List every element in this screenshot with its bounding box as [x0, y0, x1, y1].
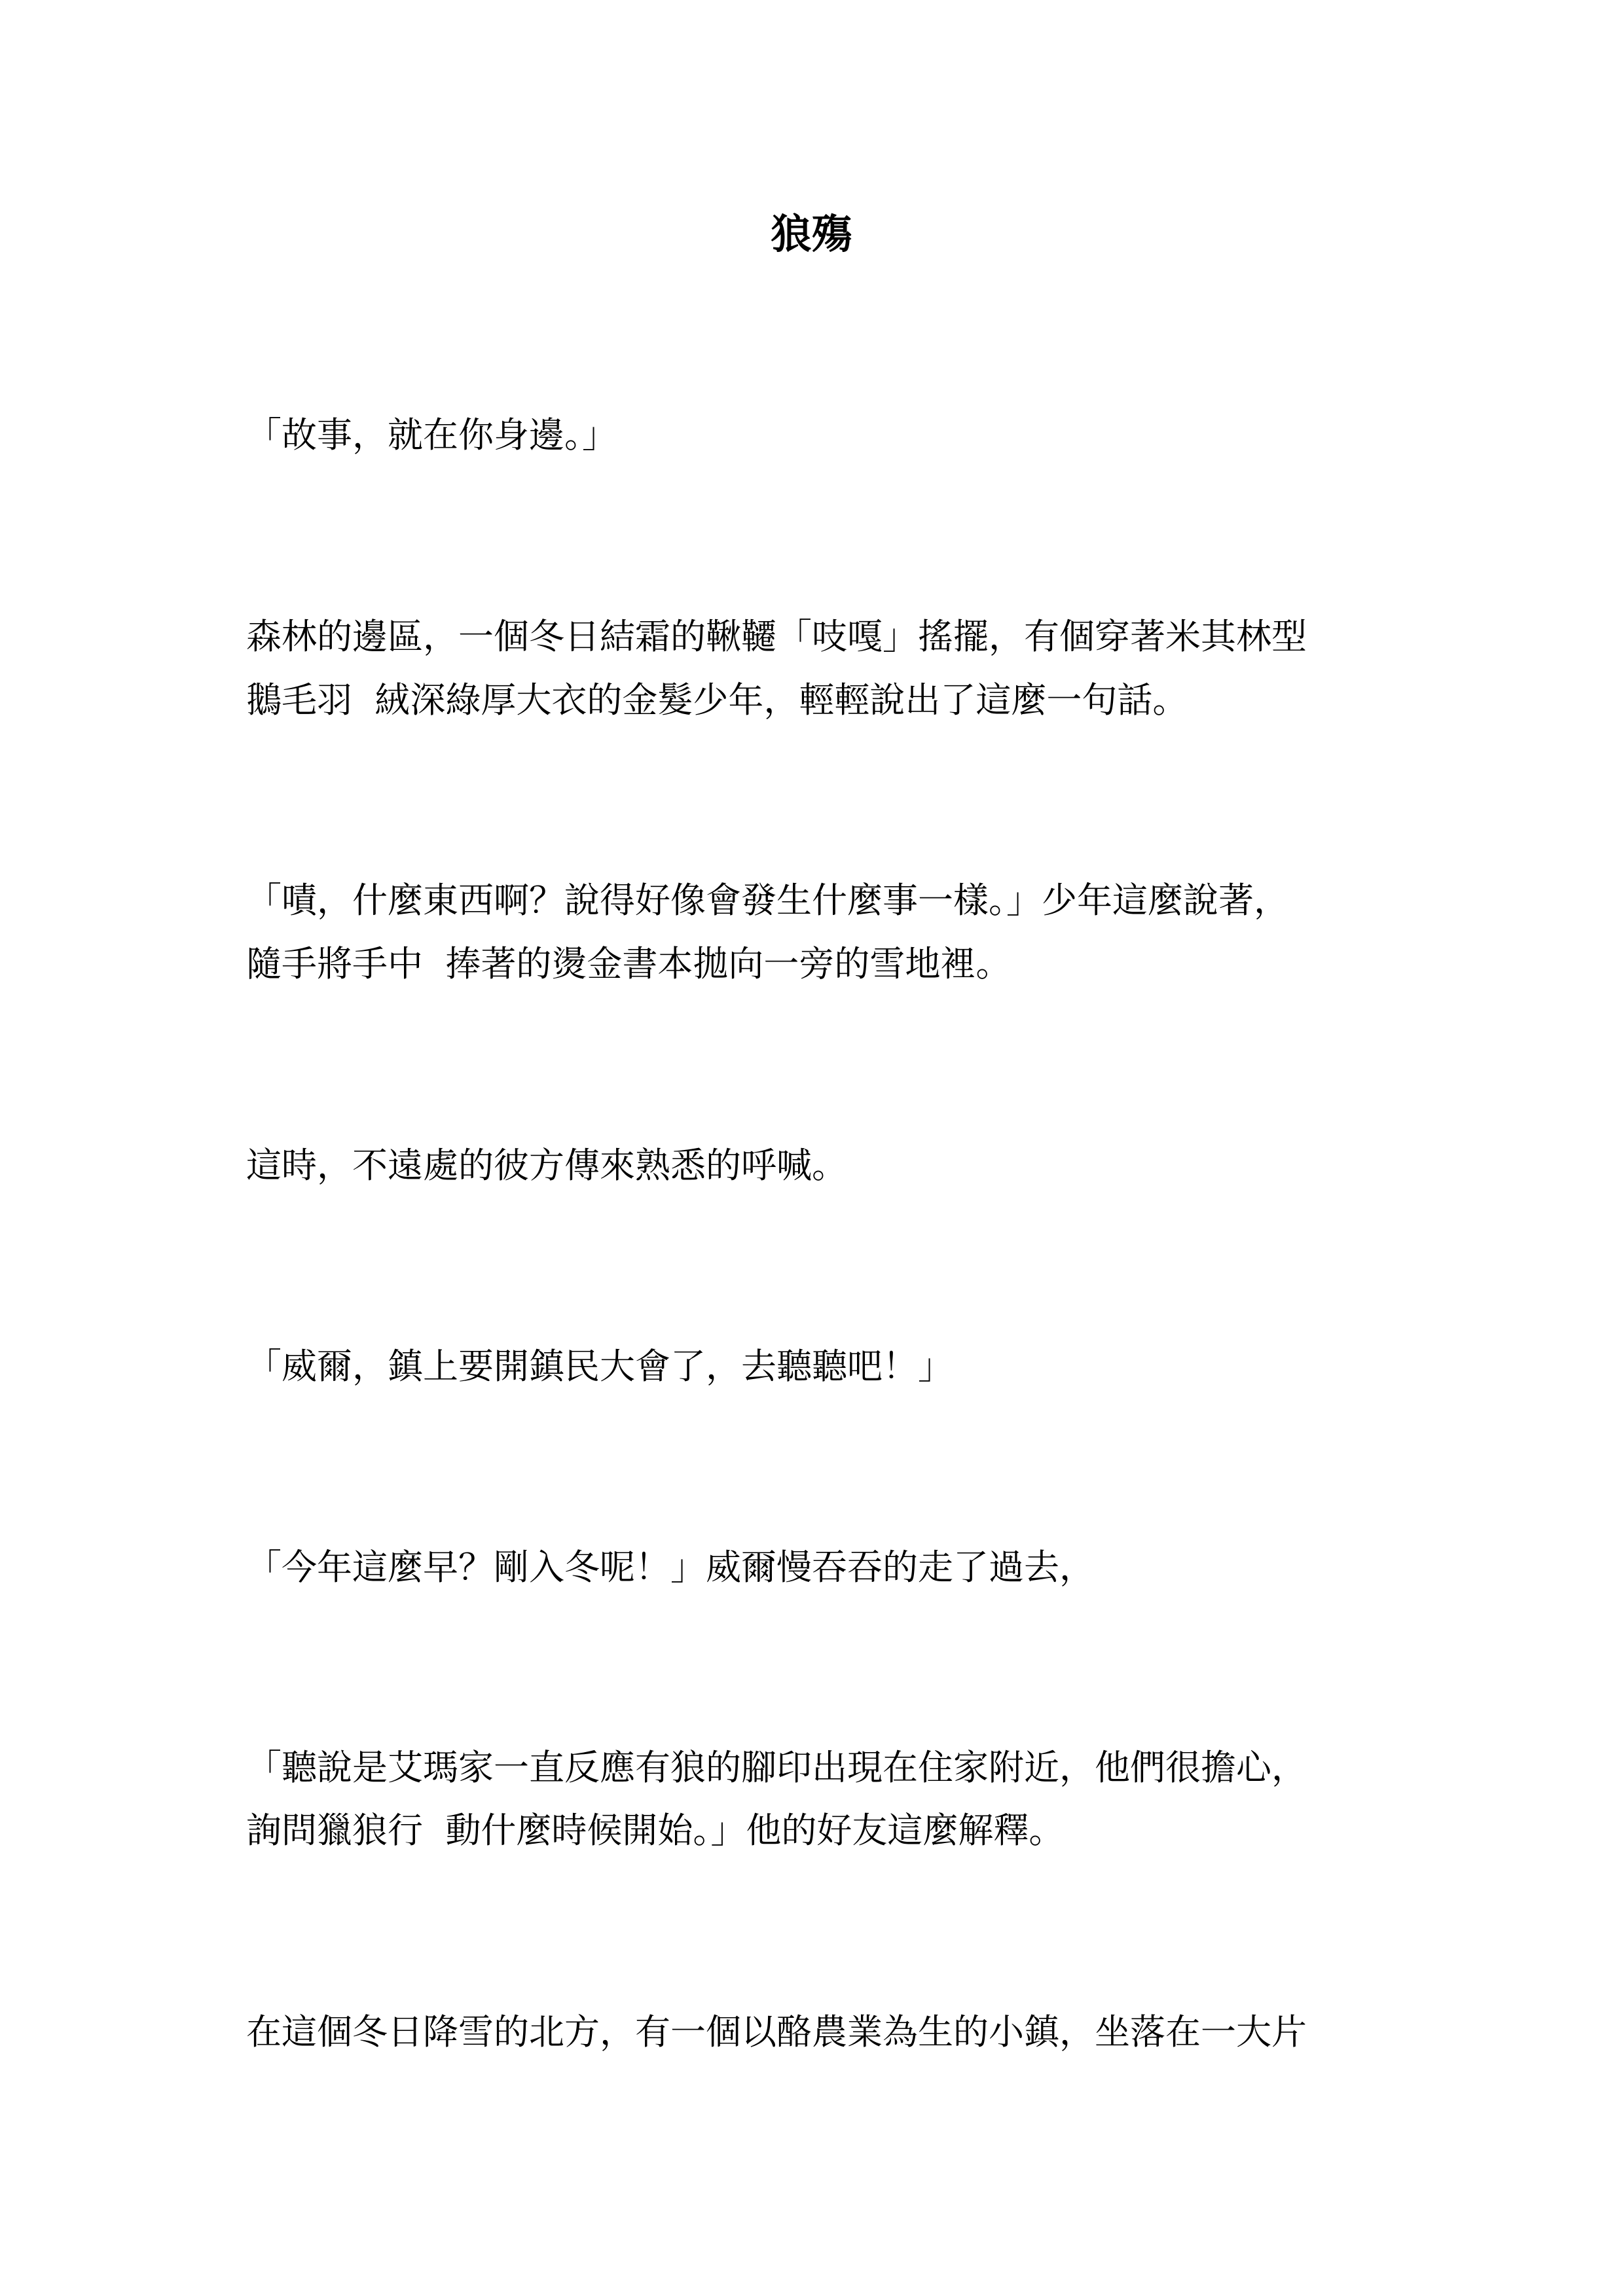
- paragraph-5-line-1: 「威爾，鎮上要開鎮民大會了，去聽聽吧！」: [246, 1346, 953, 1387]
- paragraph-8-line-1: 在這個冬日降雪的北方，有一個以酪農業為生的小鎮，坐落在一大片: [246, 2011, 1307, 2053]
- paragraph-3-line-1: 「嘖，什麼東西啊？說得好像會發生什麼事一樣。」少年這麼說著，: [246, 880, 1289, 921]
- paragraph-2-line-2: 鵝毛羽 絨深綠厚大衣的金髮少年，輕輕說出了這麼一句話。: [246, 679, 1188, 721]
- paragraph-3-line-2: 隨手將手中 捧著的燙金書本拋向一旁的雪地裡。: [246, 943, 1012, 984]
- paragraph-7-line-2: 詢問獵狼行 動什麼時候開始。」他的好友這麼解釋。: [246, 1810, 1065, 1851]
- document-title: 狼殤: [771, 210, 852, 258]
- paragraph-2-line-1: 森林的邊區，一個冬日結霜的鞦韆「吱嘎」搖擺，有個穿著米其林型: [246, 616, 1307, 657]
- paragraph-7-line-1: 「聽說是艾瑪家一直反應有狼的腳印出現在住家附近，他們很擔心，: [246, 1747, 1307, 1788]
- paragraph-4-line-1: 這時，不遠處的彼方傳來熟悉的呼喊。: [246, 1145, 847, 1186]
- paragraph-1-line-1: 「故事，就在你身邊。」: [246, 414, 617, 456]
- paragraph-6-line-1: 「今年這麼早？剛入冬呢！」威爾慢吞吞的走了過去，: [246, 1547, 1095, 1588]
